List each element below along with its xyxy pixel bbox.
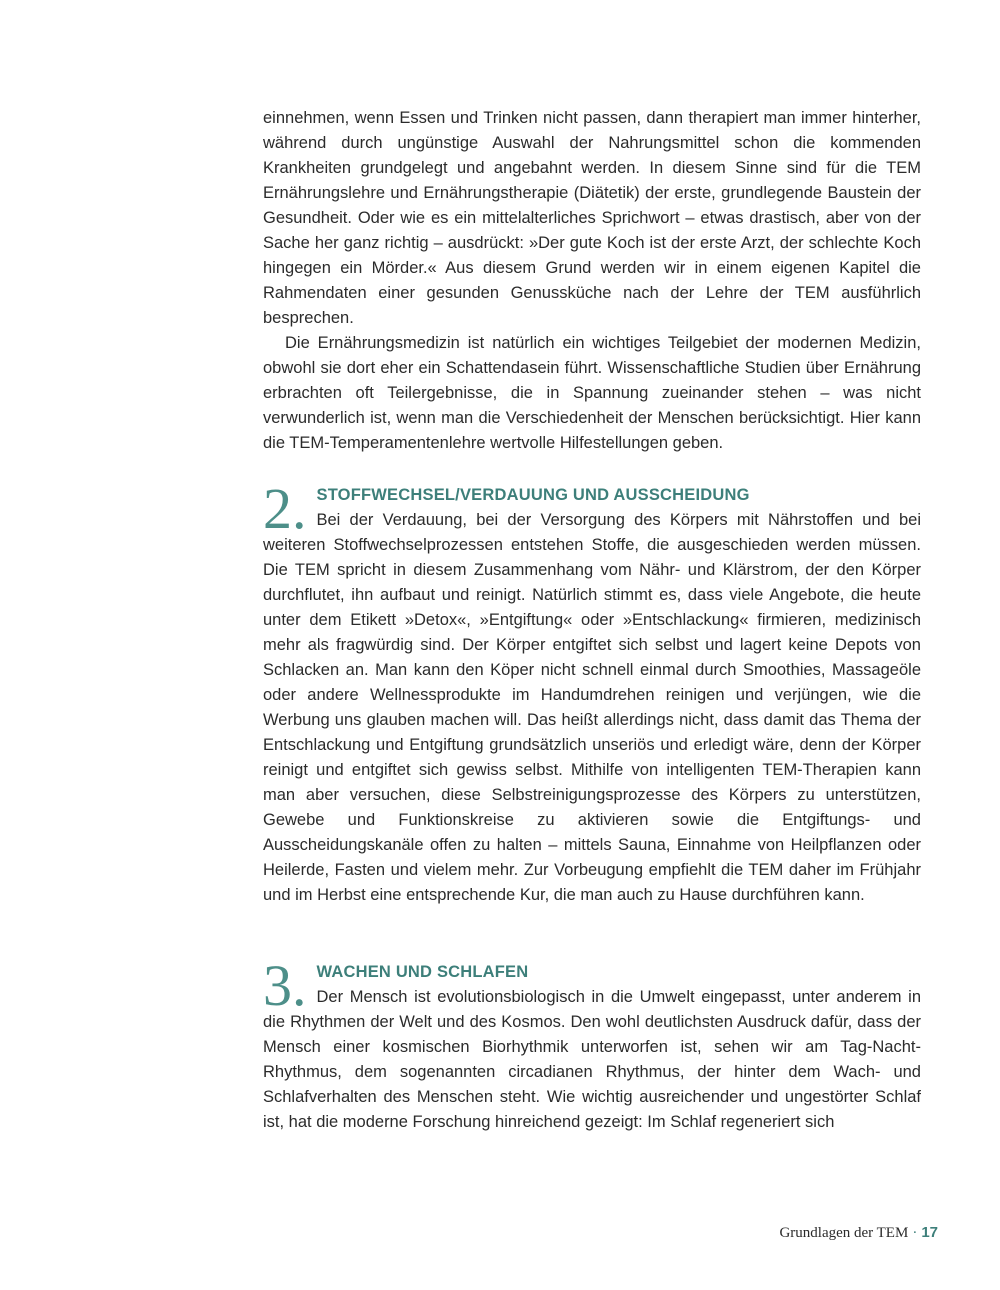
running-title: Grundlagen der TEM (779, 1225, 909, 1241)
section-stoffwechsel (263, 476, 921, 908)
intro-paragraph-1: einnehmen, wenn Essen und Trinken nicht passen, dann therapiert man immer hinterher, während durch ungünstige Auswahl der Nahrungsmittel schon die kommenden Krankheiten grundgelegt und angebahnt werden. In diesem Sinne sind für die TEM Ernährungslehre und Ernährungstherapie (Diätetik) der erste, grundlegende Baustein der Gesundheit. Oder wie es ein mittelalterliches Sprichwort – etwas drastisch, aber von der Sache her ganz richtig – ausdrückt: »Der gute Koch ist der erste Arzt, der schlechte Koch hingegen ein Mörder.« Aus diesem Grund werden wir in einem eigenen Kapitel die Rahmendaten einer gesunden Genussküche nach der Lehre der TEM ausführlich besprechen. (263, 109, 921, 327)
section-heading: STOFFWECHSEL/VERDAUUNG UND AUSSCHEIDUNG (316, 486, 750, 504)
section-numeral: 3. (263, 953, 307, 1018)
section-body: Bei der Verdauung, bei der Versorgung des Körpers mit Nährstoffen und bei weiteren Stoffwechselprozessen entstehen Stoffe, die ausgeschieden werden müssen. Die TEM spricht in diesem Zusammenhang vom Nähr- und Klärstrom, der den Körper durchflutet, ihn aufbaut und reinigt. Natürlich stimmt es, dass viele Angebote, die heute unter dem Etikett »Detox«, »Entgiftung« oder »Entschlackung« firmieren, medizinisch mehr als fragwürdig sind. Der Körper entgiftet sich selbst und lagert keine Depots von Schlacken an. Man kann den Köper nicht schnell einmal durch Smoothies, Massageöle oder andere Wellnessprodukte im Handumdrehen reinigen und verjüngen, wie die Werbung uns glauben machen will. Das heißt allerdings nicht, dass damit das Thema der Entschlackung und Entgiftung grundsätzlich unseriös und erledigt wäre, denn der Körper reinigt und entgiftet sich gewiss selbst. Mithilfe von intelligenten TEM-Therapien kann man aber versuchen, diese Selbstreinigungsprozesse des Körpers zu unterstützen, Gewebe und Funktionskreise zu aktivieren sowie die Entgiftungs- und Ausscheidungskanäle offen zu halten – mittels Sauna, Einnahme von Heilpflanzen oder Heilerde, Fasten und vielem mehr. Zur Vorbeugung empfiehlt die TEM daher im Frühjahr und im Herbst eine entsprechende Kur, die man auch zu Hause durchführen kann. (263, 511, 921, 904)
intro-text (263, 106, 921, 456)
footer-separator: · (912, 1225, 918, 1241)
section-body: Der Mensch ist evolutionsbiologisch in die Umwelt eingepasst, unter anderem in die Rhythmen der Welt und des Kosmos. Den wohl deutlichsten Ausdruck dafür, dass der Mensch einer kosmischen Biorhythmik unterworfen ist, sehen wir am Tag-Nacht-Rhythmus, dem sogenannten circadianen Rhythmus, der hinter dem Wach- und Schlafverhalten des Menschen steht. Wie wichtig ausreichender und ungestörter Schlaf ist, hat die moderne Forschung hinreichend gezeigt: Im Schlaf regeneriert sich (263, 988, 921, 1131)
page-number: 17 (921, 1224, 938, 1241)
intro-paragraph-2: Die Ernährungsmedizin ist natürlich ein wichtiges Teilgebiet der modernen Medizin, obwohl sie dort eher ein Schattendasein führt. Wissenschaftliche Studien über Ernährung erbrachten oft Teilergebnisse, die in Spannung zueinander stehen – was nicht verwunderlich ist, wenn man die Verschiedenheit der Menschen berücksichtigt. Hier kann die TEM-Temperamentenlehre wertvolle Hilfestellungen geben. (263, 334, 921, 452)
page-footer (779, 1224, 938, 1242)
section-wachen-schlafen (263, 953, 921, 1135)
section-numeral: 2. (263, 476, 307, 541)
section-heading: WACHEN UND SCHLAFEN (316, 963, 529, 981)
